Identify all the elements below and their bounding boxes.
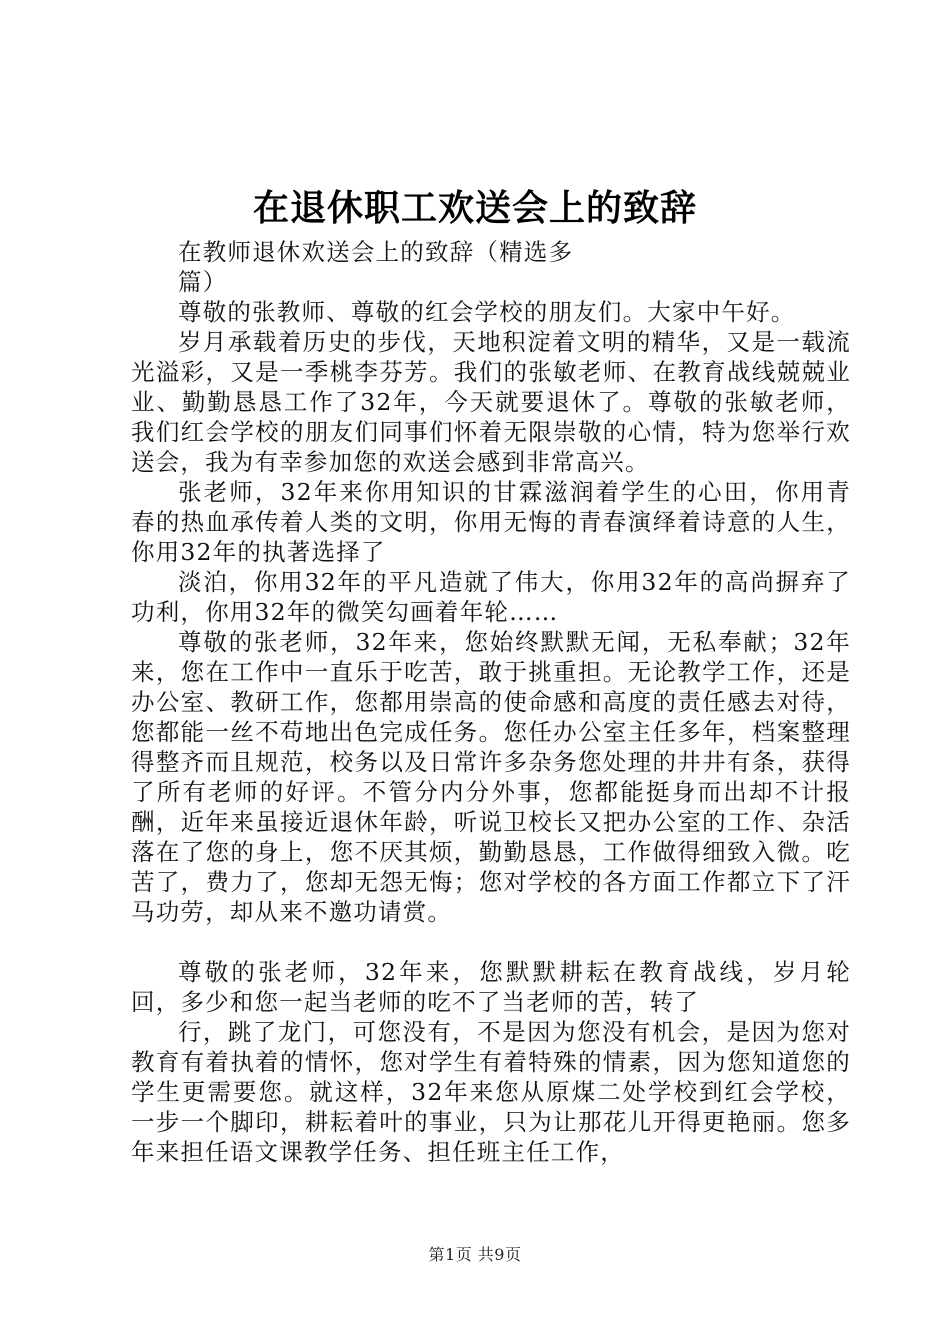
paragraph-greeting: 尊敬的张教师、尊敬的红会学校的朋友们。大家中午好。: [178, 298, 796, 326]
paragraph-tribute-knowledge: 张老师，32年来你用知识的甘霖滋润着学生的心田，你用青春的热血承传着人类的文明，你用无悔的青春演绎着诗意的人生，你用32年的执著选择了: [131, 478, 851, 566]
page-number-footer: 第1页 共9页: [428, 1245, 522, 1264]
document-title: 在退休职工欢送会上的致辞: [252, 187, 697, 229]
document-body: [131, 237, 851, 1167]
document-subtitle: 在教师退休欢送会上的致辞（精选多篇）: [178, 238, 574, 296]
paragraph-tribute-simplicity: 淡泊，你用32年的平凡造就了伟大，你用32年的高尚摒弃了功利，你用32年的微笑勾画着年轮……: [131, 568, 851, 626]
paragraph-perseverance: 尊敬的张老师，32年来，您默默耕耘在教育战线，岁月轮回，多少和您一起当老师的吃不了当老师的苦，转了: [131, 958, 851, 1016]
paragraph-spacer: [131, 927, 851, 957]
paragraph-dedication: 尊敬的张老师，32年来，您始终默默无闻，无私奉献；32年来，您在工作中一直乐于吃苦，敢于挑重担。无论教学工作，还是办公室、教研工作，您都用崇高的使命感和高度的责任感去对待，您都能一丝不苟地出色完成任务。您任办公室主任多年，档案整理得整齐而且规范，校务以及日常许多杂务您处理的井井有条，获得了所有老师的好评。不管分内分外事，您都能挺身而出却不计报酬，近年来虽接近退休年龄，听说卫校长又把办公室的工作、杂活落在了您的身上，您不厌其烦，勤勤恳恳，工作做得细致入微。吃苦了，费力了，您却无怨无悔；您对学校的各方面工作都立下了汗马功劳，却从来不邀功请赏。: [131, 628, 851, 926]
paragraph-introduction: 岁月承载着历史的步伐，天地积淀着文明的精华，又是一载流光溢彩，又是一季桃李芬芳。我们的张敏老师、在教育战线兢兢业业、勤勤恳恳工作了32年，今天就要退休了。尊敬的张敏老师，我们红会学校的朋友们同事们怀着无限崇敬的心情，特为您举行欢送会，我为有幸参加您的欢送会感到非常高兴。: [131, 328, 851, 476]
paragraph-commitment: 行，跳了龙门，可您没有，不是因为您没有机会，是因为您对教育有着执着的情怀，您对学生有着特殊的情素，因为您知道您的学生更需要您。就这样，32年来您从原煤二处学校到红会学校，一步一个脚印，耕耘着叶的事业，只为让那花儿开得更艳丽。您多年来担任语文课教学任务、担任班主任工作，: [131, 1018, 851, 1166]
